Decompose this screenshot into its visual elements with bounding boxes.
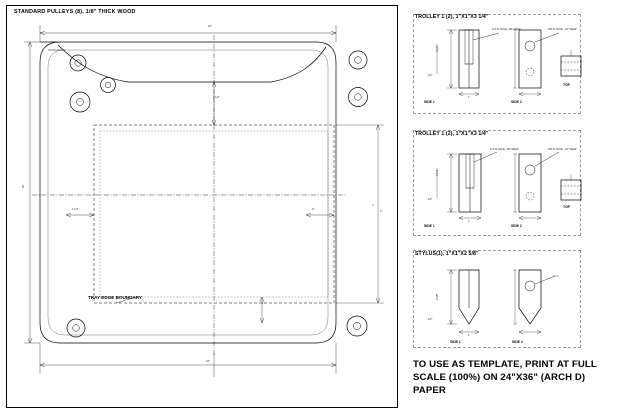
main-dim-2: 2" <box>372 203 375 206</box>
main-plan-drawing <box>6 5 398 408</box>
stylus-title: STYLUS(1), 1"X1"X2 5/8" <box>415 251 479 257</box>
trolley-1-view-side2: SIDE 2 <box>511 100 522 104</box>
trolley-2-note-1: 1/4" D HOLE, 3/8" DEEP <box>490 148 519 151</box>
main-dim-1: 1" <box>262 302 265 305</box>
main-dim-2-5: 2 1/2" <box>213 96 220 99</box>
main-dim-4: 4" <box>380 210 383 213</box>
stylus-dim-half: 1/2" <box>428 318 433 321</box>
main-title: STANDARD PULLEYS (8), 1/8" THICK WOOD <box>14 9 136 15</box>
main-dim-3: 3" <box>312 208 315 211</box>
main-dim-1-5: 1 1/2" <box>72 208 79 211</box>
trolley-2-note-2: 3/8" D HOLE, 1/4" DEEP <box>548 148 577 151</box>
stylus-view-side2: SIDE 2 <box>512 340 523 344</box>
main-dim-24: 24" <box>208 25 212 28</box>
trolley-2-dim-w: 1" <box>468 220 471 223</box>
trolley-2-view-side1: SIDE 1 <box>424 224 435 228</box>
stylus-view-side1: SIDE 1 <box>450 340 461 344</box>
trolley-1-view-side1: SIDE 1 <box>424 100 435 104</box>
stylus-drawing <box>413 262 585 348</box>
trolley-2-dim-half: 1/2" <box>428 198 433 201</box>
trolley-1-dim-w: 1" <box>468 96 471 99</box>
print-instructions-line1: TO USE AS TEMPLATE, PRINT AT FULL <box>413 359 597 370</box>
trolley-2-view-top: TOP <box>563 205 570 209</box>
print-instructions-line3: PAPER <box>413 385 446 396</box>
trolley-1-dim-half: 1/2" <box>428 74 433 77</box>
trolley-1-drawing <box>413 24 585 112</box>
main-dim-20: 20" <box>22 184 25 188</box>
trolley-2-title: TROLLEY 1 (2), 1"X1"X3 1/4" <box>415 131 489 137</box>
trolley-1-note-2: 3/8" D HOLE, 1/4" DEEP <box>548 28 577 31</box>
print-instructions <box>413 358 613 397</box>
trolley-2-drawing <box>413 142 585 234</box>
trolley-1-view-top: TOP <box>563 83 570 87</box>
tray-edge-boundary-label: TRAY EDGE BOUNDARY <box>88 295 142 300</box>
print-instructions-line2: SCALE (100%) ON 24"X36" (ARCH D) <box>413 372 586 383</box>
stylus-dim-w: 1" <box>468 334 471 337</box>
trolley-2-view-side2: SIDE 2 <box>511 224 522 228</box>
stylus-dim-len: 2 5/8" <box>436 293 439 300</box>
trolley-1-note-1: 1/4" D HOLE, 3/8" DEEP <box>492 28 521 31</box>
main-dim-18: 18" <box>206 360 210 363</box>
trolley-1-title: TROLLEY 1 (2), 1"X1"X3 1/4" <box>415 14 489 20</box>
trolley-1-dim-len: 3 1/4" <box>436 45 439 52</box>
trolley-2-dim-len: 3 1/4" <box>436 169 439 176</box>
